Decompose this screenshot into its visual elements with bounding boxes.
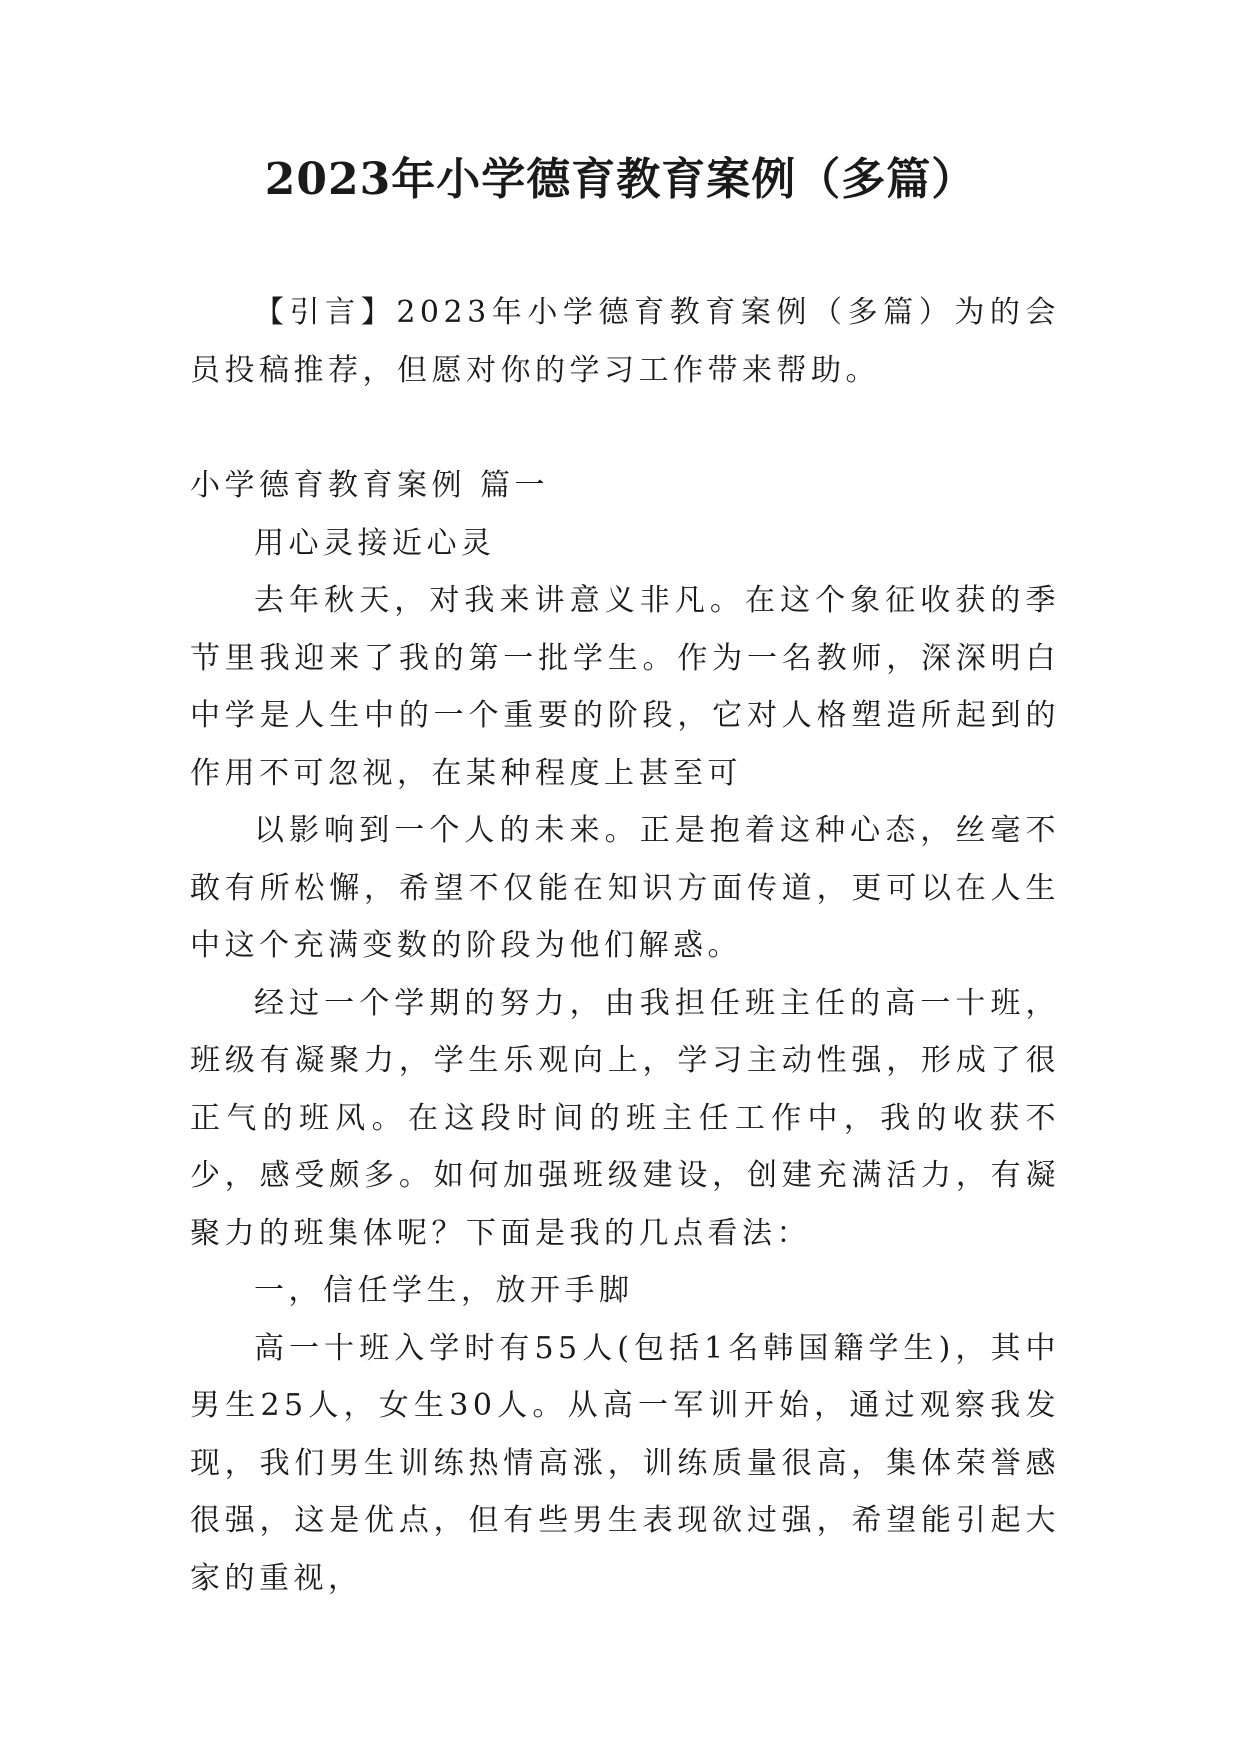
body-paragraph: 经过一个学期的努力，由我担任班主任的高一十班，班级有凝聚力，学生乐观向上，学习主动性强，形成了很正气的班风。在这段时间的班主任工作中，我的收获不少，感受颇多。如何加强班级建设，创建充满活力，有凝聚力的班集体呢？下面是我的几点看法： [190, 985, 1060, 1251]
body-paragraph: 高一十班入学时有55人(包括1名韩国籍学生)，其中男生25人，女生30人。从高一军训开始，通过观察我发现，我们男生训练热情高涨，训练质量很高，集体荣誉感很强，这是优点，但有些男生表现欲过强，希望能引起大家的重视， [190, 1330, 1060, 1596]
section-heading: 小学德育教育案例 篇一 [190, 468, 550, 503]
document-title: 2023年小学德育教育案例（多篇） [264, 154, 977, 205]
document-body [190, 284, 1060, 1607]
body-paragraph: 去年秋天，对我来讲意义非凡。在这个象征收获的季节里我迎来了我的第一批学生。作为一名教师，深深明白中学是人生中的一个重要的阶段，它对人格塑造所起到的作用不可忽视，在某种程度上甚至可 [190, 583, 1060, 791]
body-paragraph: 以影响到一个人的未来。正是抱着这种心态，丝毫不敢有所松懈，希望不仅能在知识方面传道，更可以在人生中这个充满变数的阶段为他们解惑。 [190, 813, 1060, 963]
intro-paragraph: 【引言】2023年小学德育教育案例（多篇）为的会员投稿推荐，但愿对你的学习工作带来帮助。 [190, 295, 1060, 388]
subheading: 用心灵接近心灵 [254, 525, 496, 561]
point-heading: 一，信任学生，放开手脚 [254, 1273, 634, 1308]
paragraph-gap [190, 399, 1060, 457]
